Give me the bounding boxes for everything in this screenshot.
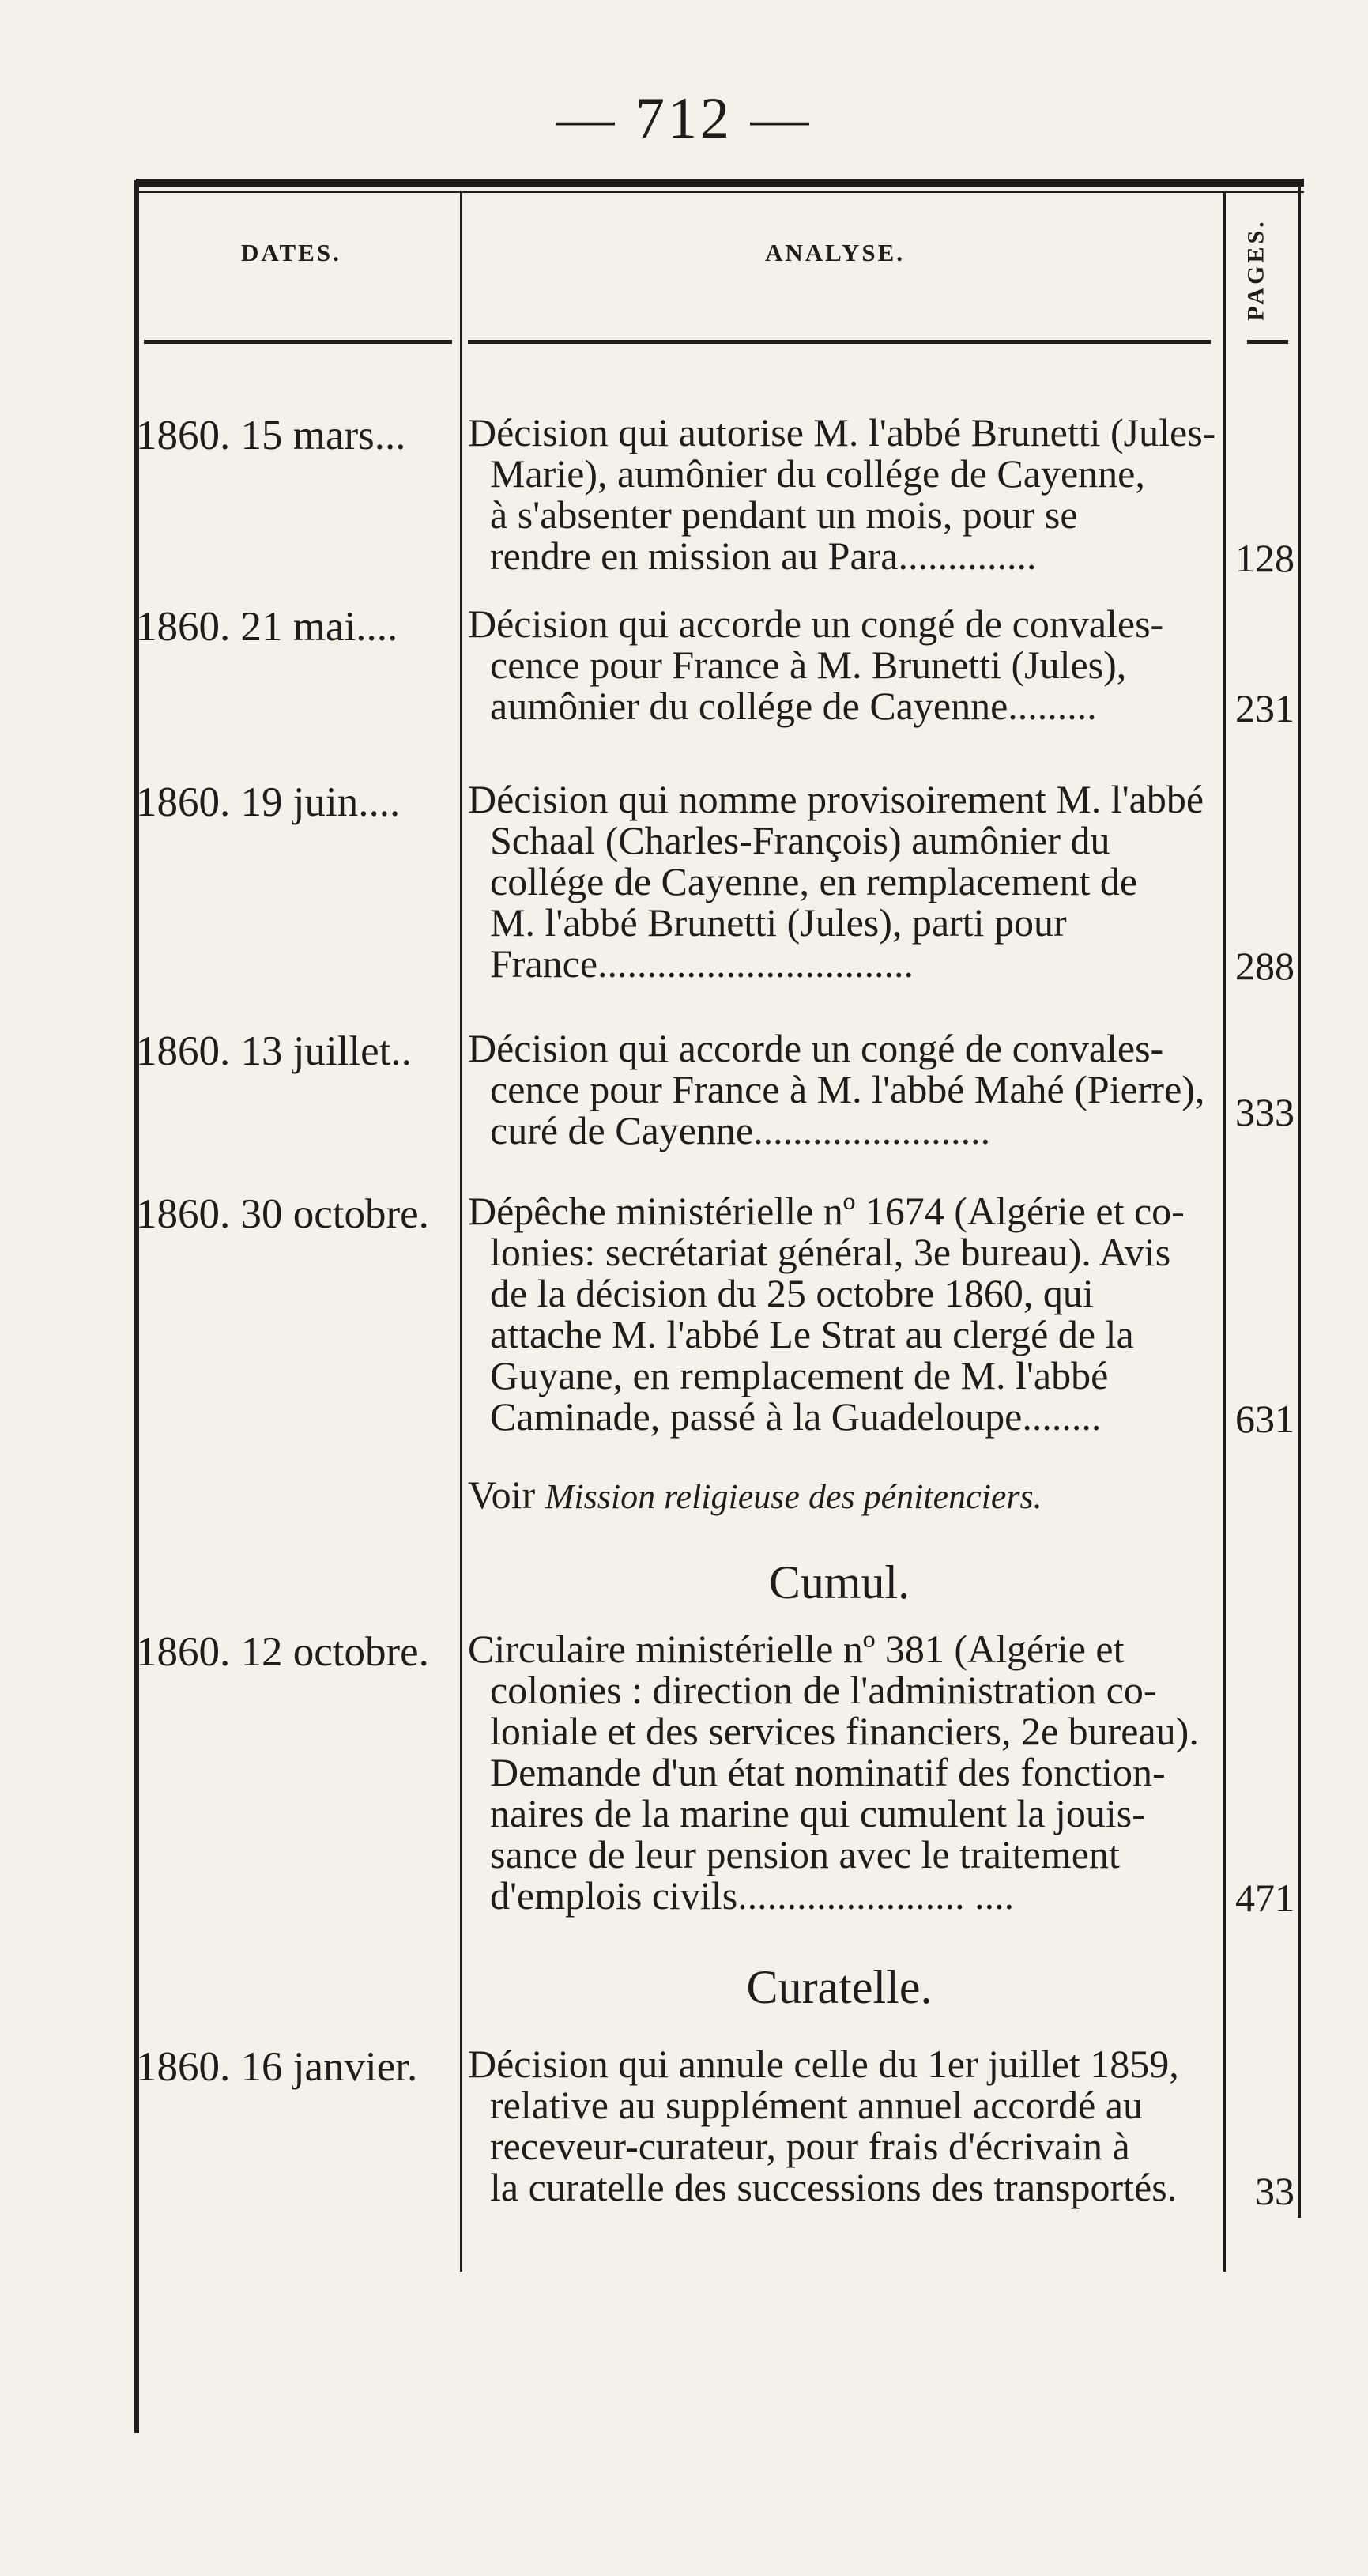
entry-date: 1860. 19 juin....: [136, 779, 401, 825]
analysis-line: Décision qui accorde un congé de convales-: [468, 602, 1164, 646]
analysis-line: Décision qui accorde un congé de convales-: [468, 1026, 1164, 1070]
entry-date: 1860. 30 octobre.: [136, 1191, 429, 1237]
analysis-line: collége de Cayenne, en remplacement de: [490, 859, 1138, 903]
analysis-line: Circulaire ministérielle nº 381 (Algérie et: [468, 1627, 1125, 1671]
entry-page: 288: [1235, 944, 1295, 988]
analysis-line: lonies: secrétariat général, 3e bureau). Avis: [490, 1230, 1171, 1274]
section-title-cumul: Cumul.: [768, 1556, 910, 1609]
analysis-line: la curatelle des successions des transportés.: [490, 2165, 1178, 2209]
entry-analysis: [468, 1190, 1211, 1437]
analysis-line: receveur-curateur, pour frais d'écrivain à: [490, 2124, 1130, 2168]
entry-analysis: [468, 1028, 1211, 1151]
see-also-prefix: Voir: [468, 1473, 536, 1517]
analysis-line: Décision qui annule celle du 1er juillet 1859,: [468, 2042, 1179, 2086]
analysis-line: Dépêche ministérielle nº 1674 (Algérie et co-: [468, 1189, 1185, 1233]
entry-page: 231: [1235, 686, 1295, 730]
header-underline-pages: [1247, 340, 1288, 344]
analysis-line: loniale et des services financiers, 2e bureau).: [490, 1709, 1199, 1753]
left-border: [134, 180, 139, 2433]
analysis-line: France................................: [490, 941, 914, 986]
entry-analysis: [468, 410, 1216, 578]
header-underline-analysis: [468, 340, 1211, 344]
analysis-line: Caminade, passé à la Guadeloupe........: [490, 1394, 1102, 1439]
analysis-line: naires de la marine qui cumulent la jouis-: [490, 1791, 1145, 1835]
analysis-line: de la décision du 25 octobre 1860, qui: [490, 1271, 1094, 1315]
analysis-line: Décision qui autorise M. l'abbé Brunetti (Jules-: [468, 410, 1216, 454]
analysis-line: colonies : direction de l'administration co-: [490, 1668, 1157, 1712]
analysis-line: relative au supplément annuel accordé au: [490, 2083, 1144, 2127]
analysis-line: Demande d'un état nominatif des fonction-: [490, 1750, 1166, 1794]
entry-date: 1860. 21 mai....: [136, 604, 398, 650]
entry-date: 1860. 15 mars...: [136, 413, 406, 458]
entry-page: 631: [1235, 1397, 1295, 1441]
analysis-line: cence pour France à M. Brunetti (Jules),: [490, 643, 1127, 687]
top-rule-thick: [136, 179, 1304, 187]
header-underline-dates: [144, 340, 452, 344]
section-title-curatelle: Curatelle.: [746, 1961, 933, 2013]
entry-analysis: [468, 1628, 1211, 1916]
analysis-line: sance de leur pension avec le traitement: [490, 1832, 1120, 1876]
analysis-line: curé de Cayenne........................: [490, 1108, 991, 1152]
column-divider-pages: [1223, 193, 1226, 2272]
entry-analysis: [468, 603, 1211, 726]
analysis-line: rendre en mission au Para..............: [490, 534, 1037, 578]
page-number: — 712 —: [556, 86, 812, 151]
entry-analysis: [468, 2043, 1211, 2208]
header-pages: PAGES.: [1243, 218, 1270, 321]
right-border: [1298, 187, 1301, 2218]
analysis-line: à s'absenter pendant un mois, pour se: [490, 492, 1078, 537]
analysis-line: Guyane, en remplacement de M. l'abbé: [490, 1353, 1109, 1397]
entry-page: 471: [1235, 1876, 1295, 1920]
analysis-line: Schaal (Charles-François) aumônier du: [490, 818, 1110, 862]
header-analysis: ANALYSE.: [765, 239, 906, 266]
header-dates: DATES.: [241, 239, 341, 266]
entry-date: 1860. 16 janvier.: [136, 2044, 418, 2090]
analysis-line: M. l'abbé Brunetti (Jules), parti pour: [490, 900, 1067, 945]
analysis-line: Marie), aumônier du collége de Cayenne,: [490, 451, 1145, 496]
analysis-line: attache M. l'abbé Le Strat au clergé de la: [490, 1312, 1134, 1356]
column-divider-dates: [460, 193, 462, 2272]
analysis-line: cence pour France à M. l'abbé Mahé (Pierre),: [490, 1067, 1205, 1111]
entry-page: 33: [1255, 2169, 1295, 2213]
entry-date: 1860. 12 octobre.: [136, 1629, 429, 1675]
see-also-reference: Mission religieuse des pénitenciers.: [545, 1477, 1042, 1516]
analysis-line: aumônier du collége de Cayenne.........: [490, 684, 1097, 728]
analysis-line: Décision qui nomme provisoirement M. l'abbé: [468, 777, 1204, 821]
entry-date: 1860. 13 juillet..: [136, 1028, 412, 1074]
entry-analysis: [468, 779, 1211, 984]
entry-page: 333: [1235, 1090, 1295, 1134]
analysis-line: d'emplois civils....................... ....: [490, 1873, 1015, 1918]
entry-page: 128: [1235, 536, 1295, 580]
see-also-note: [468, 1472, 1042, 1518]
top-rule-thin: [136, 191, 1304, 193]
